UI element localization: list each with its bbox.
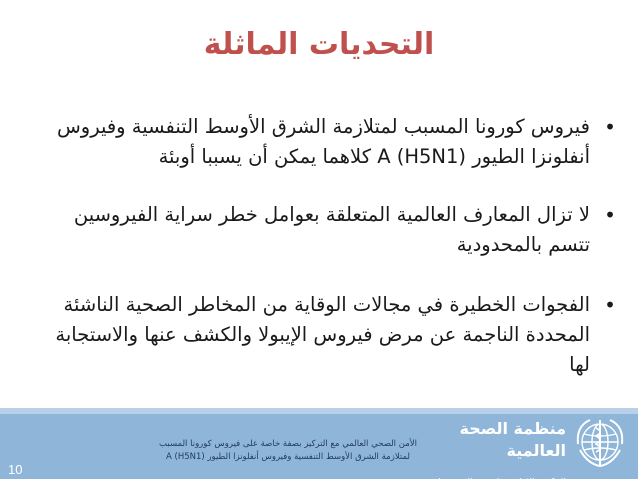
bullet-item — [22, 112, 624, 172]
virus-code: A (H5N1) — [377, 145, 467, 168]
who-emblem-icon — [572, 414, 628, 470]
who-logo-text — [432, 418, 566, 490]
bullet-line: فيروس كورونا المسبب لمتلازمة الشرق الأوسط التنفسية وفيروس — [56, 115, 590, 138]
bullet-line: لا تزال المعارف العالمية المتعلقة بعوامل خطر سراية الفيروسين — [73, 203, 590, 226]
footer-band — [0, 408, 638, 414]
bullet-line: المحددة الناجمة عن مرض فيروس الإيبولا والكشف عنها والاستجابة — [55, 323, 590, 346]
bullet-dot-icon: • — [604, 293, 616, 317]
bullet-line — [22, 142, 590, 172]
slide-title: التحديات الماثلة — [203, 27, 435, 62]
bullet-list — [22, 112, 624, 380]
bullet-text: أنفلونزا الطيور — [466, 145, 590, 168]
footer-caption-line: لمتلازمة الشرق الأوسط التنفسية وفيروس أنفلونزا الطيور A (H5N1) — [166, 452, 410, 462]
bullet-line: لها — [569, 353, 590, 376]
org-region: المكتب الإقليمي لشرق المتوسط — [436, 477, 566, 488]
bullet-item — [22, 200, 624, 260]
bullet-dot-icon: • — [604, 115, 616, 139]
bullet-line: تتسم بالمحدودية — [456, 233, 590, 256]
bullet-dot-icon: • — [604, 203, 616, 227]
footer-caption — [150, 438, 426, 464]
footer-caption-line: الأمن الصحي العالمي مع التركيز بصفة خاصة على فيروس كورونا المسبب — [159, 439, 417, 449]
org-name: منظمة الصحة العالمية — [459, 419, 566, 460]
bullet-text: كلاهما يمكن أن يسببا أوبئة — [158, 145, 378, 168]
bullet-line: الفجوات الخطيرة في مجالات الوقاية من المخاطر الصحية الناشئة — [63, 293, 590, 316]
page-number: 10 — [8, 462, 23, 477]
bullet-item — [22, 290, 624, 380]
